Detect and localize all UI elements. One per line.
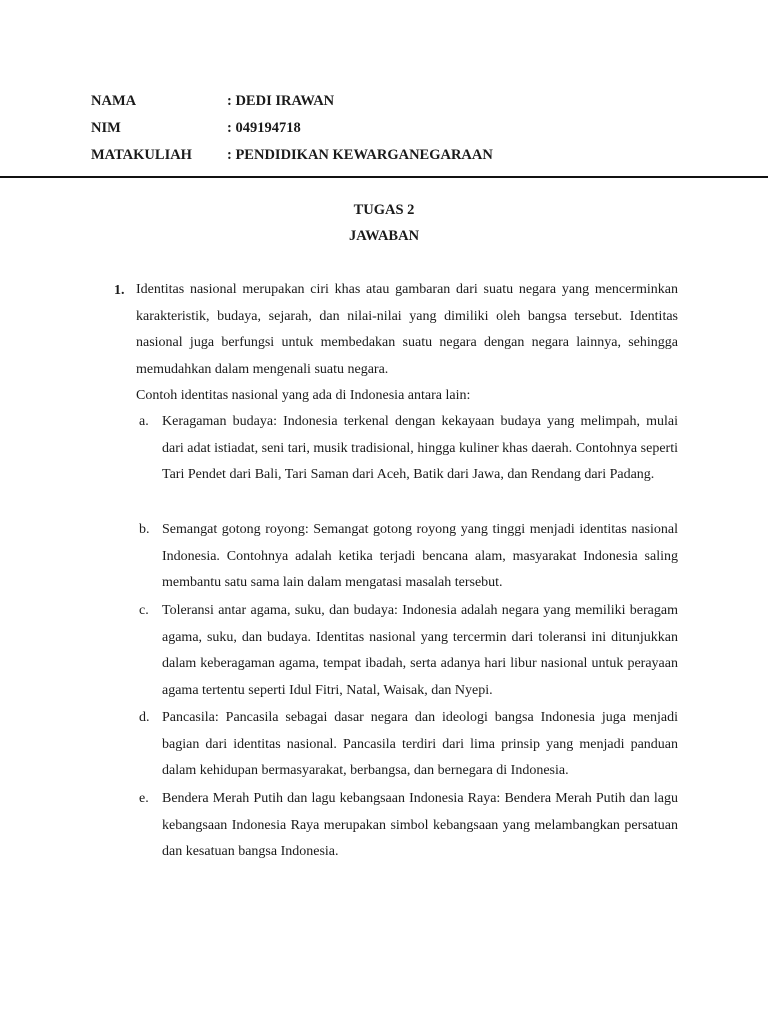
page-subtitle: JAWABAN xyxy=(348,228,420,244)
list-item-text: Toleransi antar agama, suku, dan budaya: Indonesia adalah negara yang memiliki beragam agama, suku, dan budaya. Identitas nasional yang tercermin dari toleransi ini ditunjukkan dalam keberagaman agama, tempat ibadah, serta adanya hari libur nasional untuk perayaan agama tertentu seperti Idul Fitri, Natal, Waisak, dan Nyepi. xyxy=(162,603,678,698)
question-number: 1. xyxy=(114,283,125,298)
header-row-nim xyxy=(91,118,301,138)
page-title: TUGAS 2 xyxy=(353,202,415,218)
list-marker: b. xyxy=(139,522,150,537)
list-marker: d. xyxy=(139,710,150,725)
header-value: : PENDIDIKAN KEWARGANEGARAAN xyxy=(227,147,493,163)
examples-intro: Contoh identitas nasional yang ada di Indonesia antara lain: xyxy=(136,388,471,403)
list-item xyxy=(136,517,678,597)
list-item xyxy=(136,409,678,489)
header-row-nama xyxy=(91,91,334,111)
header-row-matakuliah xyxy=(91,145,493,165)
header-divider xyxy=(0,176,768,178)
list-item xyxy=(136,786,678,866)
question-paragraph: Identitas nasional merupakan ciri khas atau gambaran dari suatu negara yang mencerminkan karakteristik, budaya, sejarah, dan nilai-nilai yang dimiliki oleh bangsa tersebut. Identitas nasional juga berfungsi untuk membedakan suatu negara dengan negara lainnya, sehingga memudahkan dalam mengenali suatu negara. xyxy=(136,282,678,377)
list-marker: a. xyxy=(139,414,149,429)
list-item-text: Pancasila: Pancasila sebagai dasar negara dan ideologi bangsa Indonesia juga menjadi bagian dari identitas nasional. Pancasila terdiri dari lima prinsip yang menjadi panduan dalam kehidupan bermasyarakat, berbangsa, dan bernegara di Indonesia. xyxy=(162,710,678,778)
list-item xyxy=(136,598,678,704)
list-item-text: Keragaman budaya: Indonesia terkenal dengan kekayaan budaya yang melimpah, mulai dari adat istiadat, seni tari, musik tradisional, hingga kuliner khas daerah. Contohnya seperti Tari Pendet dari Bali, Tari Saman dari Aceh, Batik dari Jawa, dan Rendang dari Padang. xyxy=(162,414,678,482)
header-label: NAMA xyxy=(91,93,137,109)
header-value: : DEDI IRAWAN xyxy=(227,93,335,109)
list-marker: c. xyxy=(139,603,149,618)
list-item xyxy=(136,705,678,785)
header-value: : 049194718 xyxy=(227,120,301,136)
list-item-text: Semangat gotong royong: Semangat gotong royong yang tinggi menjadi identitas nasional Indonesia. Contohnya adalah ketika terjadi bencana alam, masyarakat Indonesia saling membantu satu sama lain dalam mengatasi masalah tersebut. xyxy=(162,522,678,590)
list-marker: e. xyxy=(139,791,149,806)
list-item-text: Bendera Merah Putih dan lagu kebangsaan Indonesia Raya: Bendera Merah Putih dan lagu kebangsaan Indonesia Raya merupakan simbol kebangsaan yang melambangkan persatuan dan kesatuan bangsa Indonesia. xyxy=(162,791,678,859)
header-label: MATAKULIAH xyxy=(91,147,192,163)
header-label: NIM xyxy=(91,120,121,136)
